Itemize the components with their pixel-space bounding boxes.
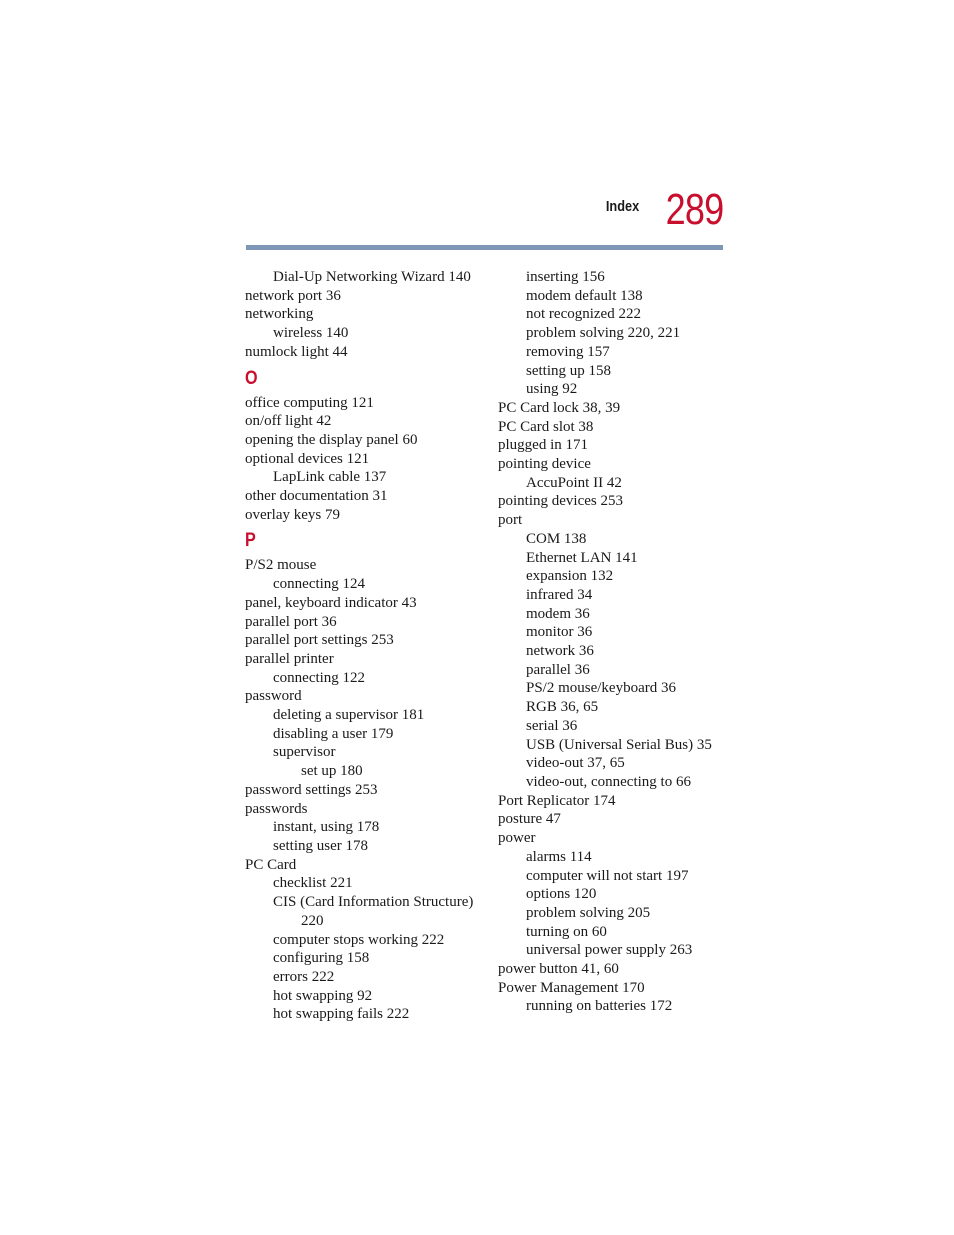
index-entry: network port 36: [245, 287, 341, 304]
index-subentry: wireless 140: [273, 325, 349, 342]
index-subentry: video-out 37, 65: [526, 755, 625, 772]
index-letter-heading: O: [245, 367, 258, 389]
index-subentry: using 92: [526, 381, 578, 398]
index-subentry: Dial-Up Networking Wizard 140: [273, 269, 471, 285]
index-subentry: instant, using 178: [273, 819, 380, 836]
index-entry: pointing device: [498, 456, 591, 473]
index-subentry: deleting a supervisor 181: [273, 707, 425, 724]
index-subentry: CIS (Card Information Structure): [273, 894, 474, 911]
index-subentry: LapLink cable 137: [273, 469, 387, 486]
index-subentry: problem solving 220, 221: [526, 325, 681, 342]
index-entry: PC Card slot 38: [498, 418, 594, 435]
index-entry: panel, keyboard indicator 43: [245, 594, 417, 611]
index-entry: P/S2 mouse: [245, 557, 317, 574]
index-entry: opening the display panel 60: [245, 431, 418, 448]
header-divider: [246, 245, 723, 250]
index-entry: numlock light 44: [245, 343, 348, 360]
index-subentry: connecting 124: [273, 576, 366, 593]
index-subentry: options 120: [526, 886, 597, 903]
index-subentry: inserting 156: [526, 269, 605, 285]
index-subentry: problem solving 205: [526, 904, 651, 921]
index-subentry: PS/2 mouse/keyboard 36: [526, 680, 676, 697]
index-entry: power button 41, 60: [498, 961, 619, 978]
index-subentry: hot swapping fails 222: [273, 1006, 410, 1023]
index-entry: posture 47: [498, 811, 561, 828]
index-subentry: Ethernet LAN 141: [526, 549, 638, 566]
index-entry: PC Card: [245, 856, 297, 873]
index-subentry: computer stops working 222: [273, 931, 445, 948]
index-subentry: errors 222: [273, 968, 335, 985]
index-subentry: configuring 158: [273, 950, 370, 967]
index-entry: pointing devices 253: [498, 493, 623, 510]
index-subentry: set up 180: [301, 763, 363, 780]
index-entry: power: [498, 830, 536, 847]
index-entry: port: [498, 512, 523, 529]
index-entry: Port Replicator 174: [498, 792, 616, 809]
index-subentry: network 36: [526, 643, 594, 660]
index-column-right: [498, 268, 748, 1016]
index-subentry: USB (Universal Serial Bus) 35: [526, 736, 712, 753]
index-subentry: running on batteries 172: [526, 998, 673, 1015]
page-number: 289: [665, 185, 723, 234]
index-subentry: connecting 122: [273, 669, 366, 686]
index-entry: password: [245, 688, 302, 705]
index-subentry: expansion 132: [526, 568, 614, 585]
index-entry: networking: [245, 306, 314, 323]
index-entry: passwords: [245, 800, 308, 817]
index-subentry: 220: [301, 912, 324, 929]
index-column-left: [245, 268, 495, 1024]
index-subentry: infrared 34: [526, 586, 593, 603]
index-entry: Power Management 170: [498, 979, 645, 996]
index-letter-heading: P: [245, 530, 256, 552]
index-subentry: modem default 138: [526, 287, 643, 304]
index-entry: PC Card lock 38, 39: [498, 399, 621, 416]
index-entry: other documentation 31: [245, 488, 388, 505]
index-subentry: computer will not start 197: [526, 867, 689, 884]
index-entry: office computing 121: [245, 394, 374, 411]
index-subentry: setting up 158: [526, 362, 611, 379]
index-entry: plugged in 171: [498, 437, 588, 454]
index-subentry: modem 36: [526, 605, 590, 622]
index-entry: parallel printer: [245, 650, 334, 667]
index-subentry: hot swapping 92: [273, 987, 373, 1004]
index-subentry: universal power supply 263: [526, 942, 693, 959]
index-subentry: RGB 36, 65: [526, 699, 599, 716]
section-title: Index: [605, 198, 639, 215]
index-subentry: alarms 114: [526, 848, 592, 865]
index-entry: on/off light 42: [245, 413, 332, 430]
index-subentry: not recognized 222: [526, 306, 641, 323]
index-entry: password settings 253: [245, 781, 378, 798]
index-subentry: COM 138: [526, 530, 587, 547]
index-subentry: setting user 178: [273, 837, 368, 854]
index-entry: optional devices 121: [245, 450, 370, 467]
index-subentry: supervisor: [273, 744, 336, 761]
index-entry: overlay keys 79: [245, 506, 340, 523]
index-entry: parallel port settings 253: [245, 632, 394, 649]
index-subentry: checklist 221: [273, 875, 353, 892]
index-subentry: turning on 60: [526, 923, 607, 940]
index-subentry: AccuPoint II 42: [526, 474, 622, 491]
index-subentry: disabling a user 179: [273, 725, 394, 742]
index-subentry: video-out, connecting to 66: [526, 773, 691, 790]
index-subentry: removing 157: [526, 343, 610, 360]
index-entry: parallel port 36: [245, 613, 337, 630]
index-subentry: serial 36: [526, 717, 578, 734]
index-subentry: parallel 36: [526, 661, 590, 678]
index-subentry: monitor 36: [526, 624, 593, 641]
